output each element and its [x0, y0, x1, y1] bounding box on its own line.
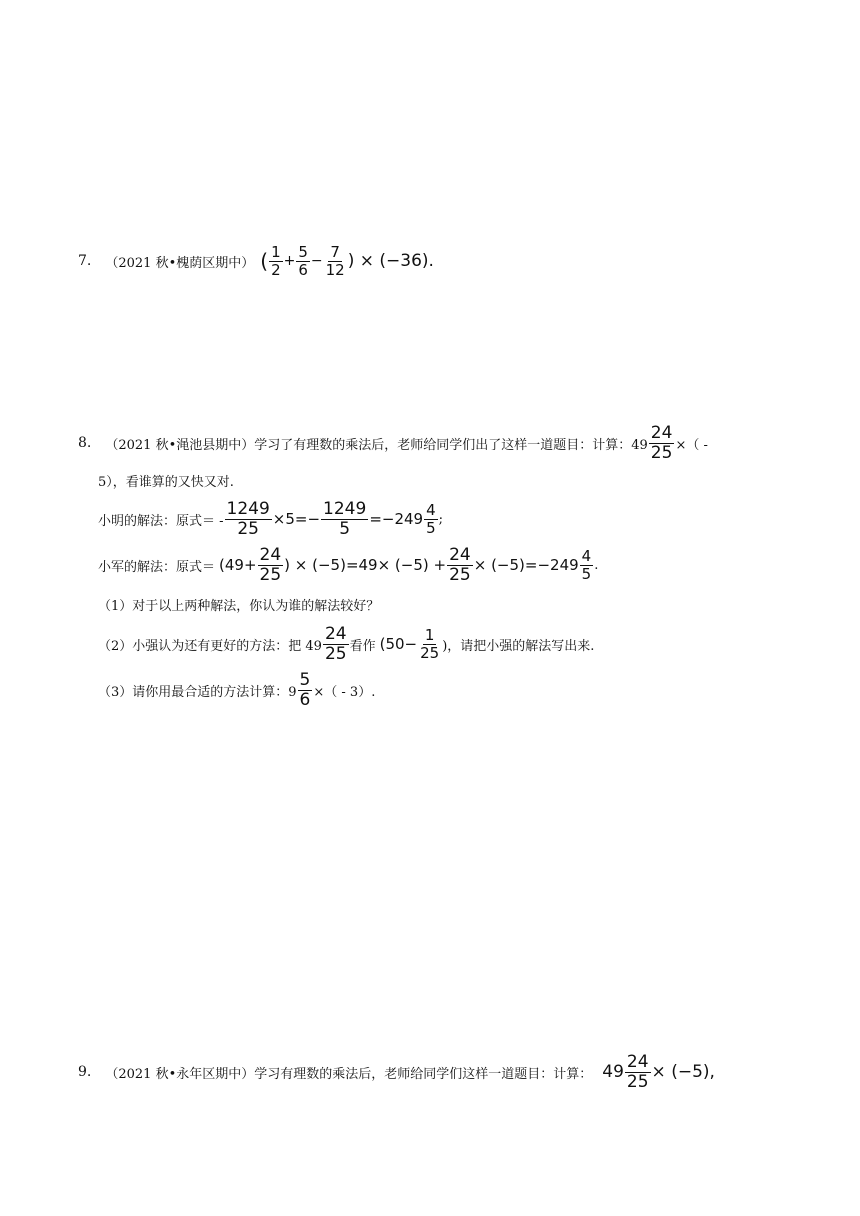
question-7: 7. （2021 秋•槐荫区期中） ( $\frac{1}{2}$ + $\frac{5}{6}$ − $\frac{7}{12}$ ) × (−36). [78, 242, 434, 279]
question-number: 7. [78, 253, 92, 269]
xiaojun-solution: 小军的解法：原式＝ (49+ $\frac{24}{25}$ ) × (−5)=49× (−5) + $\frac{24}{25}$ × (−5)=−249 $\frac{4}{5}$ . [98, 544, 599, 585]
sub-question-3: （3）请你用最合适的方法计算：9 $\frac{5}{6}$ ×（ - 3）. [98, 669, 376, 710]
fraction: $\frac{1249}{5}$ [323, 498, 367, 539]
question-stem: 学习了有理数的乘法后，老师给同学们出了这样一道题目：计算：49 [254, 437, 648, 453]
fraction: $\frac{24}{25}$ [449, 544, 471, 585]
fraction: $\frac{1}{2}$ [271, 242, 281, 279]
fraction: $\frac{24}{25}$ [626, 1051, 649, 1092]
fraction: $\frac{5}{6}$ [298, 242, 308, 279]
question-source: （2021 秋•渑池县期中） [105, 437, 255, 453]
fraction: $\frac{7}{12}$ [325, 242, 345, 279]
expression-tail: ) × (−36). [347, 251, 434, 271]
question-source: （2021 秋•永年区期中） [105, 1066, 255, 1082]
sub-question-1: （1）对于以上两种解法，你认为谁的解法较好？ [98, 598, 380, 614]
fraction: $\frac{24}{25}$ [259, 544, 282, 585]
question-number: 8. [78, 435, 92, 451]
fraction: $\frac{4}{5}$ [581, 546, 592, 583]
fraction: $\frac{24}{25}$ [650, 422, 673, 463]
question-source: （2021 秋•槐荫区期中） [105, 255, 255, 271]
question-8-stem: 8. （2021 秋•渑池县期中） 学习了有理数的乘法后，老师给同学们出了这样一道题目：计算：49 $\frac{24}{25}$ ×（ - [78, 422, 708, 463]
fraction: $\frac{4}{5}$ [426, 500, 436, 537]
xiaoming-solution: 小明的解法：原式＝ - $\frac{1249}{25}$ ×5=− $\frac{1249}{5}$ =−249 $\frac{4}{5}$ ; [98, 498, 444, 539]
fraction: $\frac{24}{25}$ [324, 623, 347, 664]
question-9: 9. （2021 秋•永年区期中） 学习有理数的乘法后，老师给同学们这样一道题目：计算： 49 $\frac{24}{25}$ × (−5), [78, 1051, 715, 1092]
fraction: $\frac{5}{6}$ [299, 669, 311, 710]
sub-question-2: （2）小强认为还有更好的方法：把 49 $\frac{24}{25}$ 看作 (50− $\frac{1}{25}$ )，请把小强的解法写出来. [98, 623, 595, 664]
fraction: $\frac{1}{25}$ [420, 625, 440, 662]
fraction: $\frac{1249}{25}$ [226, 498, 270, 539]
question-8-stem-line2: 5），看谁算的又快又对. [98, 474, 234, 490]
question-stem: 学习有理数的乘法后，老师给同学们这样一道题目：计算： [254, 1066, 593, 1082]
question-number: 9. [78, 1064, 92, 1080]
